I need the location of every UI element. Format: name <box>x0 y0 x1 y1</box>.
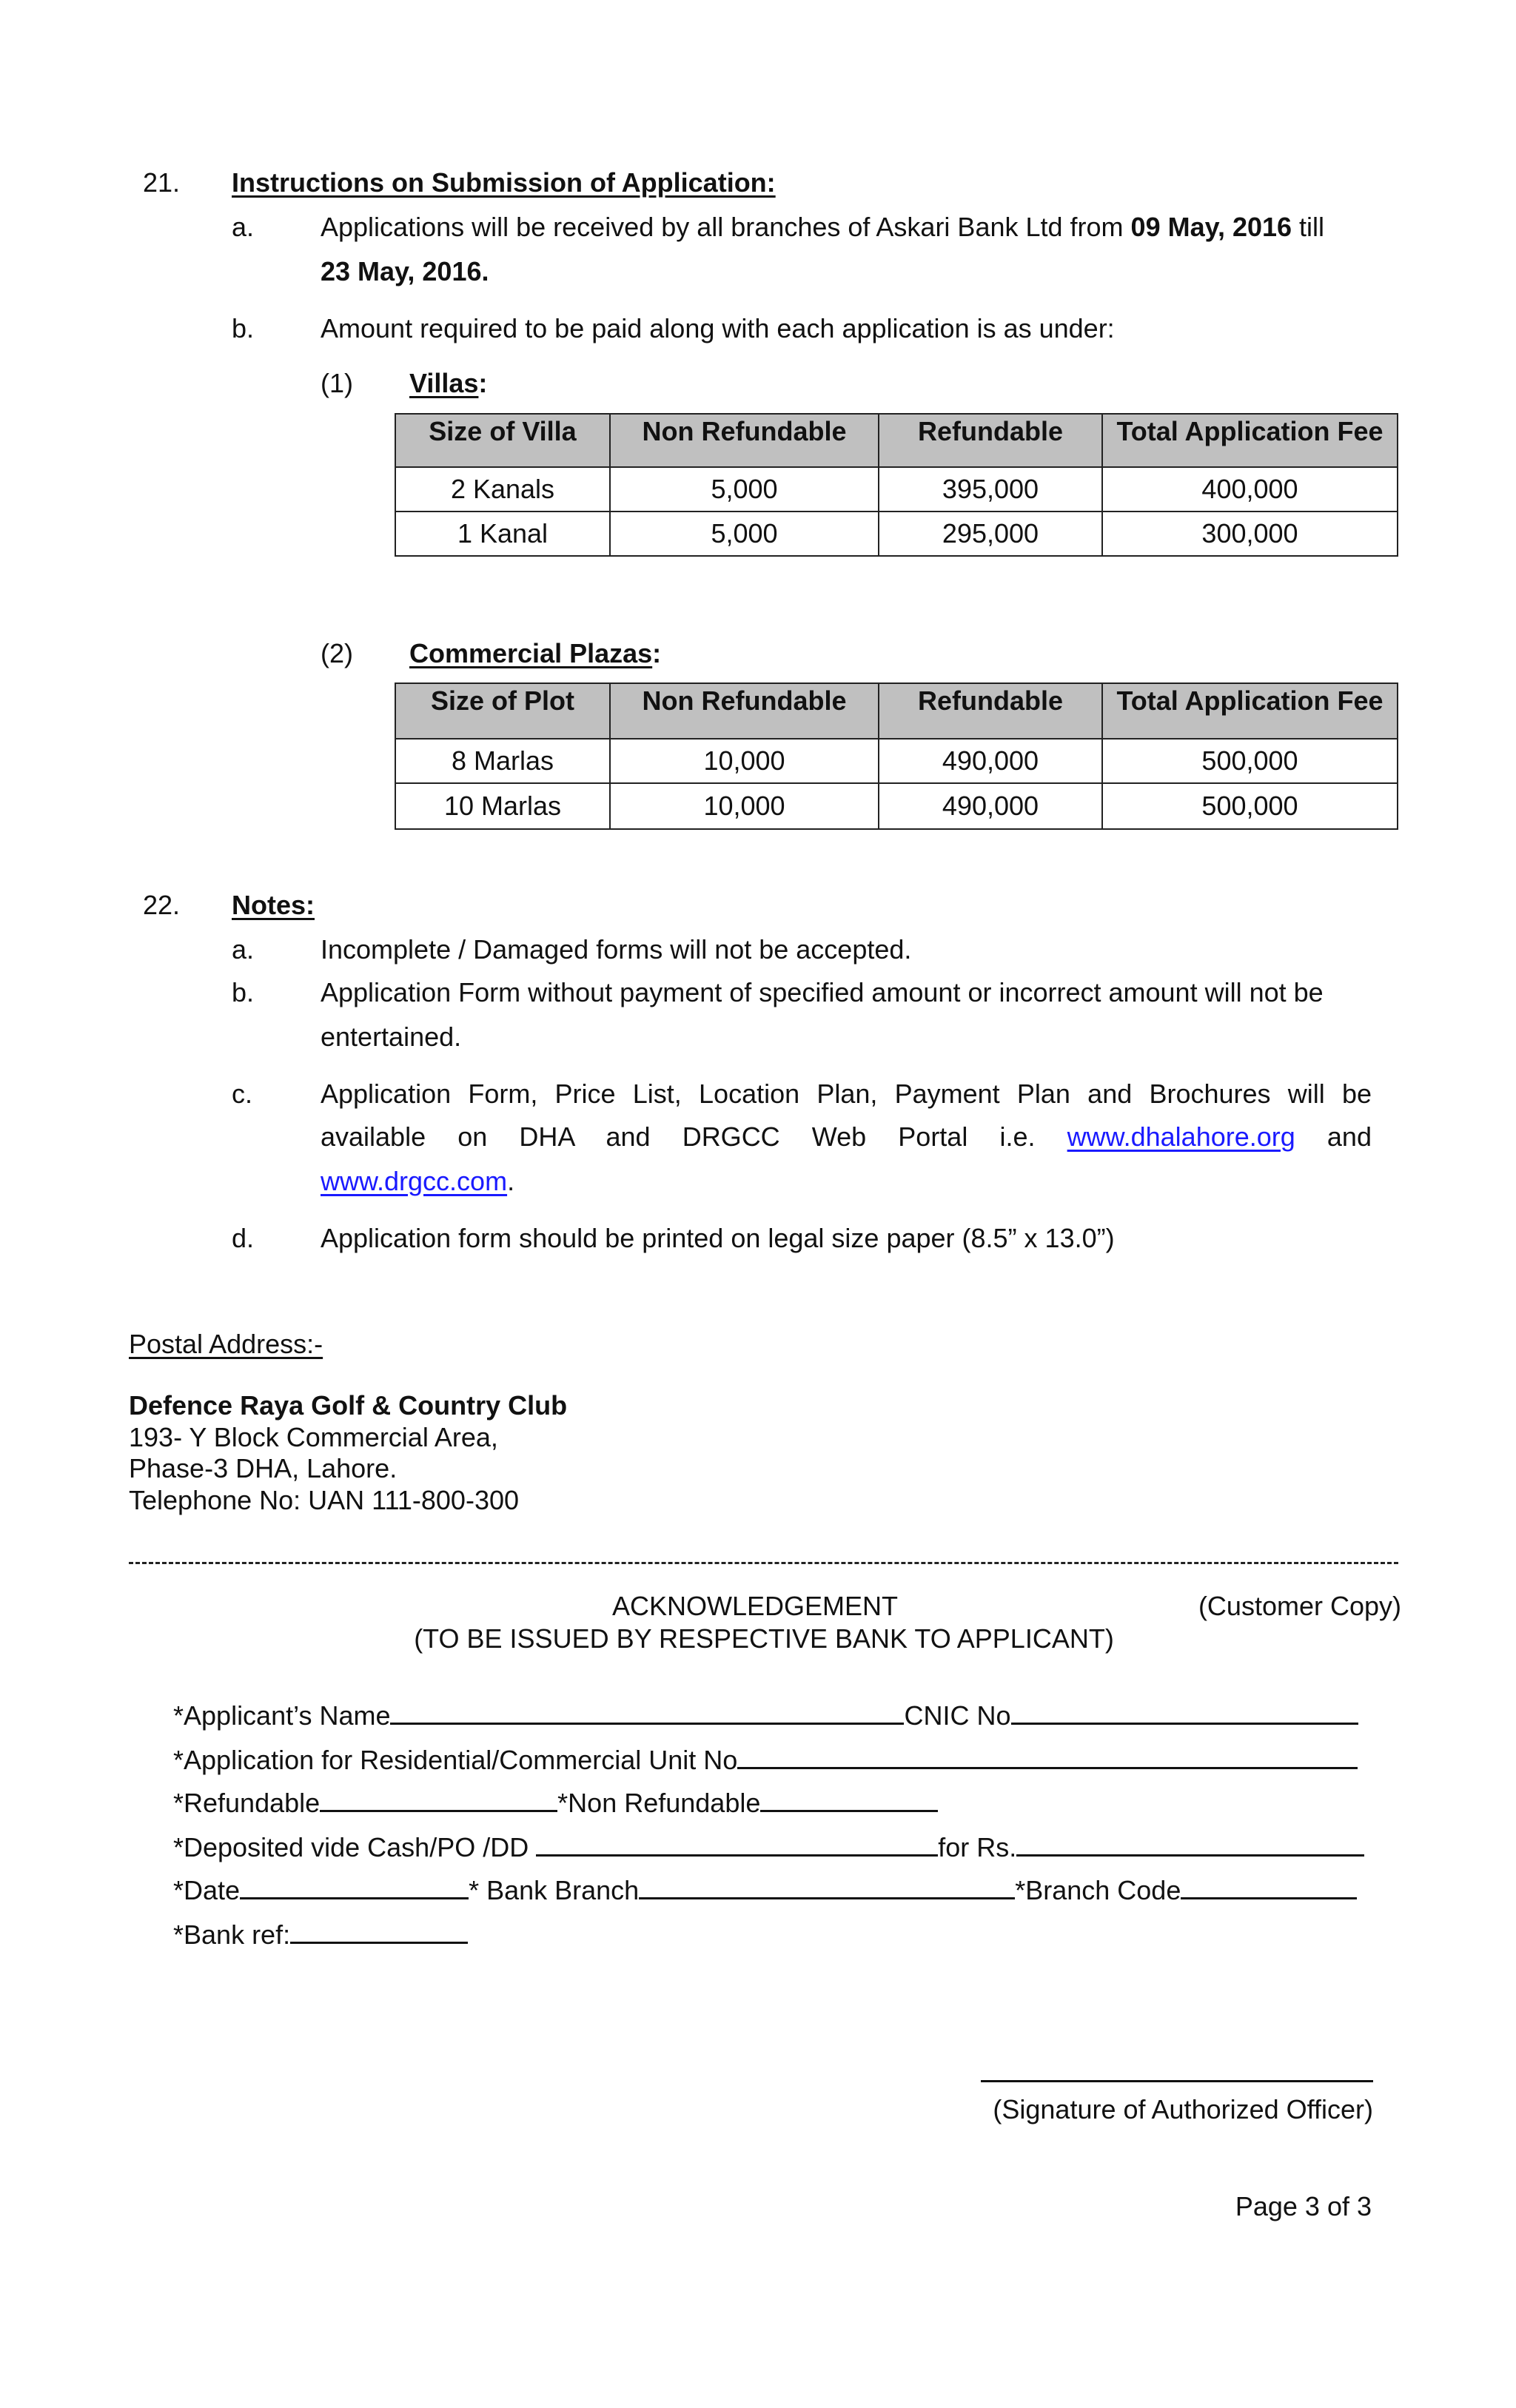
label: CNIC No <box>904 1700 1011 1731</box>
section-title: Instructions on Submission of Application: <box>232 167 776 198</box>
label: *Deposited vide Cash/PO /DD <box>173 1832 537 1862</box>
cnic-field[interactable] <box>1011 1700 1358 1725</box>
item-letter: b. <box>232 313 255 343</box>
item-letter: c. <box>232 1079 253 1109</box>
table-header-row <box>395 683 1398 739</box>
note-text: entertained. <box>321 1022 462 1052</box>
column-header: Size of Plot <box>395 683 610 739</box>
section-title: Notes: <box>232 890 315 920</box>
note-text: Application Form without payment of specified amount or incorrect amount will not be <box>321 977 1324 1007</box>
item-letter: a. <box>232 934 255 965</box>
colon: : <box>652 638 662 668</box>
page-number: Page 3 of 3 <box>1235 2191 1372 2221</box>
date-field[interactable] <box>240 1875 469 1899</box>
plazas-title: Commercial Plazas <box>409 638 653 668</box>
label: * Bank Branch <box>469 1875 640 1905</box>
period: . <box>507 1166 515 1196</box>
form-row <box>173 1831 1364 1864</box>
note-text: Application Form, Price List, Location Plan, Payment Plan and Brochures will be <box>321 1079 1372 1109</box>
table-cell: 300,000 <box>1102 512 1398 556</box>
item-letter: b. <box>232 977 255 1007</box>
label: *Date <box>173 1875 241 1905</box>
table-cell: 5,000 <box>610 512 879 556</box>
date-to: 23 May, 2016. <box>321 256 489 286</box>
label: *Branch Code <box>1015 1875 1181 1905</box>
item-text: Amount required to be paid along with each application is as under: <box>321 313 1115 343</box>
label: *Bank ref: <box>173 1919 291 1950</box>
label: *Applicant’s Name <box>173 1700 391 1731</box>
table-row <box>395 783 1398 829</box>
deposited-vide-field[interactable] <box>536 1832 938 1857</box>
applicant-name-field[interactable] <box>390 1700 904 1725</box>
item-letter: d. <box>232 1223 255 1253</box>
postal-label: Postal Address:- <box>129 1329 323 1359</box>
column-header: Non Refundable <box>610 683 879 739</box>
label: *Refundable <box>173 1788 321 1818</box>
ack-subtitle: (TO BE ISSUED BY RESPECTIVE BANK TO APPLICANT) <box>414 1623 1114 1654</box>
table-cell: 500,000 <box>1102 783 1398 829</box>
cut-line-divider <box>129 1562 1398 1564</box>
signature-line[interactable] <box>981 2080 1373 2082</box>
address-line: 193- Y Block Commercial Area, <box>129 1422 498 1452</box>
colon: : <box>478 368 488 398</box>
plazas-heading <box>409 637 661 670</box>
column-header: Size of Villa <box>395 414 610 467</box>
table-header-row <box>395 414 1398 467</box>
text: Applications will be received by all branches of Askari Bank Ltd from <box>321 212 1131 242</box>
form-row <box>173 1744 1358 1777</box>
column-header: Non Refundable <box>610 414 879 467</box>
address-line: Phase-3 DHA, Lahore. <box>129 1453 398 1483</box>
signature-label: (Signature of Authorized Officer) <box>993 2094 1373 2124</box>
text: till <box>1292 212 1325 242</box>
column-header: Refundable <box>879 683 1102 739</box>
table-cell: 500,000 <box>1102 739 1398 783</box>
table-cell: 10,000 <box>610 739 879 783</box>
table-cell: 395,000 <box>879 467 1102 512</box>
table-cell: 295,000 <box>879 512 1102 556</box>
section-number: 22. <box>143 890 181 920</box>
table-cell: 400,000 <box>1102 467 1398 512</box>
section-number: 21. <box>143 167 181 198</box>
note-text: available on DHA and DRGCC Web Portal i.e. <box>321 1121 1036 1152</box>
column-header: Total Application Fee <box>1102 414 1398 467</box>
table-cell: 5,000 <box>610 467 879 512</box>
column-header: Refundable <box>879 414 1102 467</box>
submission-dates-text <box>321 211 1324 244</box>
item-letter: a. <box>232 212 255 242</box>
form-row <box>173 1919 468 1951</box>
table-cell: 8 Marlas <box>395 739 610 783</box>
amount-rs-field[interactable] <box>1016 1832 1364 1857</box>
unit-no-field[interactable] <box>737 1745 1358 1769</box>
note-text: and <box>1326 1121 1372 1152</box>
table-row <box>395 467 1398 512</box>
plazas-table <box>395 683 1398 830</box>
note-text: Incomplete / Damaged forms will not be accepted. <box>321 934 912 965</box>
label: for Rs. <box>938 1832 1017 1862</box>
sub-number: (1) <box>321 368 353 398</box>
table-row <box>395 512 1398 556</box>
form-row <box>173 1787 938 1820</box>
table-cell: 2 Kanals <box>395 467 610 512</box>
drgcc-link[interactable]: www.drgcc.com <box>321 1166 508 1196</box>
customer-copy: (Customer Copy) <box>1198 1591 1401 1621</box>
villas-title: Villas <box>409 368 479 398</box>
label: *Application for Residential/Commercial Unit No <box>173 1745 738 1775</box>
telephone: Telephone No: UAN 111-800-300 <box>129 1485 520 1515</box>
note-text: Application form should be printed on legal size paper (8.5” x 13.0”) <box>321 1223 1115 1253</box>
bank-branch-field[interactable] <box>639 1875 1015 1899</box>
branch-code-field[interactable] <box>1181 1875 1357 1899</box>
ack-title: ACKNOWLEDGEMENT <box>611 1591 899 1621</box>
column-header: Total Application Fee <box>1102 683 1398 739</box>
date-from: 09 May, 2016 <box>1130 212 1292 242</box>
dha-link[interactable]: www.dhalahore.org <box>1067 1121 1295 1152</box>
villas-heading <box>409 367 487 400</box>
table-cell: 1 Kanal <box>395 512 610 556</box>
table-cell: 490,000 <box>879 739 1102 783</box>
org-name: Defence Raya Golf & Country Club <box>129 1390 568 1421</box>
non-refundable-field[interactable] <box>760 1788 938 1812</box>
table-cell: 10,000 <box>610 783 879 829</box>
note-text-line <box>321 1165 514 1198</box>
refundable-field[interactable] <box>320 1788 557 1812</box>
label: *Non Refundable <box>557 1788 761 1818</box>
form-row <box>173 1874 1357 1907</box>
table-cell: 490,000 <box>879 783 1102 829</box>
table-cell: 10 Marlas <box>395 783 610 829</box>
form-row <box>173 1700 1358 1732</box>
note-text-line <box>321 1121 1372 1153</box>
bank-ref-field[interactable] <box>290 1919 468 1944</box>
villas-table <box>395 413 1398 557</box>
table-row <box>395 739 1398 783</box>
sub-number: (2) <box>321 638 353 668</box>
